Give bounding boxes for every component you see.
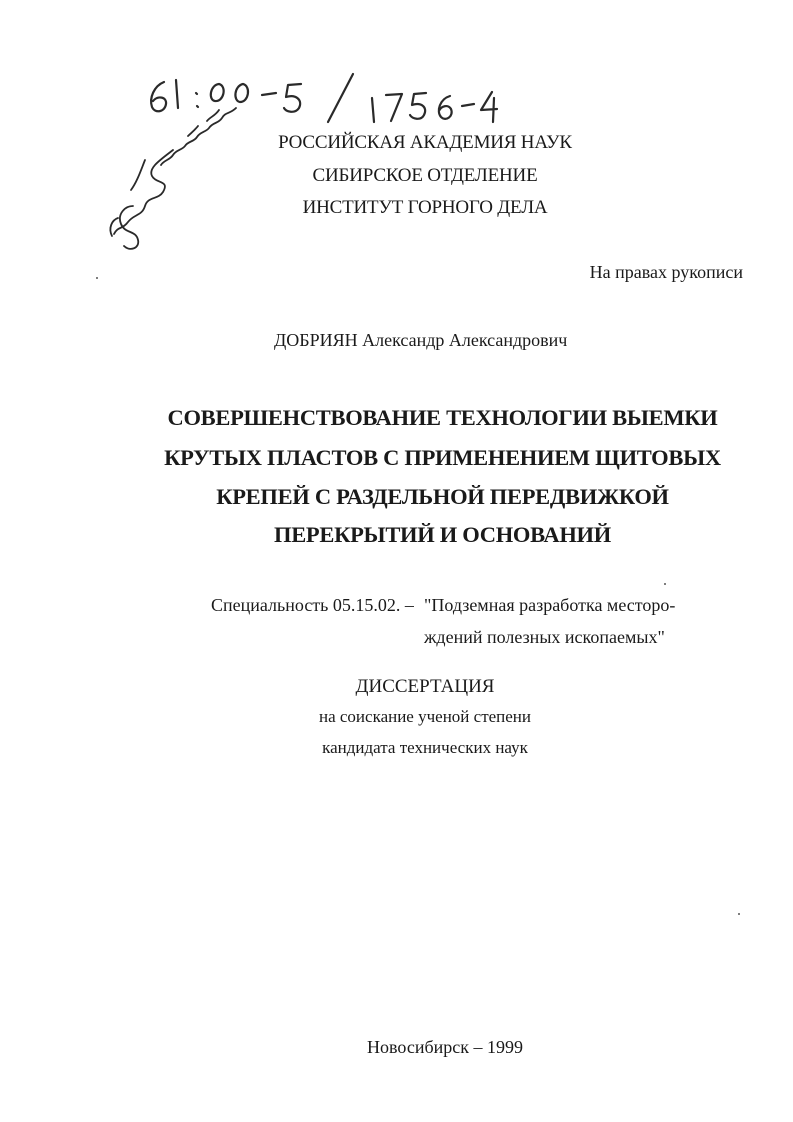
- scan-speck: [738, 913, 740, 915]
- title-line-1: СОВЕРШЕНСТВОВАНИЕ ТЕХНОЛОГИИ ВЫЕМКИ: [167, 405, 718, 430]
- title-line-2: КРУТЫХ ПЛАСТОВ С ПРИМЕНЕНИЕМ ЩИТОВЫХ: [164, 445, 721, 470]
- specialty-name-line-1: "Подземная разработка месторо-: [424, 595, 676, 615]
- institution-line-2: СИБИРСКОЕ ОТДЕЛЕНИЕ: [312, 165, 538, 186]
- dissertation-heading: ДИССЕРТАЦИЯ: [355, 676, 495, 697]
- degree-line-2: кандидата технических наук: [322, 738, 528, 757]
- specialty-name-line-2: ждений полезных ископаемых": [424, 627, 665, 647]
- title-line-3: КРЕПЕЙ С РАЗДЕЛЬНОЙ ПЕРЕДВИЖКОЙ: [216, 484, 669, 509]
- institution-line-1: РОССИЙСКАЯ АКАДЕМИЯ НАУК: [278, 132, 572, 153]
- author-name: ДОБРИЯН Александр Александрович: [274, 330, 568, 350]
- degree-line-1: на соискание ученой степени: [318, 707, 532, 726]
- handwritten-archive-code: [151, 74, 497, 122]
- scan-speck: [664, 583, 666, 585]
- specialty-label: Специальность 05.15.02. –: [211, 595, 414, 615]
- manuscript-rights-note: На правах рукописи: [589, 262, 743, 282]
- institution-line-3: ИНСТИТУТ ГОРНОГО ДЕЛА: [302, 197, 548, 218]
- place-year: Новосибирск – 1999: [367, 1037, 523, 1057]
- title-line-4: ПЕРЕКРЫТИЙ И ОСНОВАНИЙ: [274, 522, 611, 547]
- scan-speck: [96, 277, 98, 279]
